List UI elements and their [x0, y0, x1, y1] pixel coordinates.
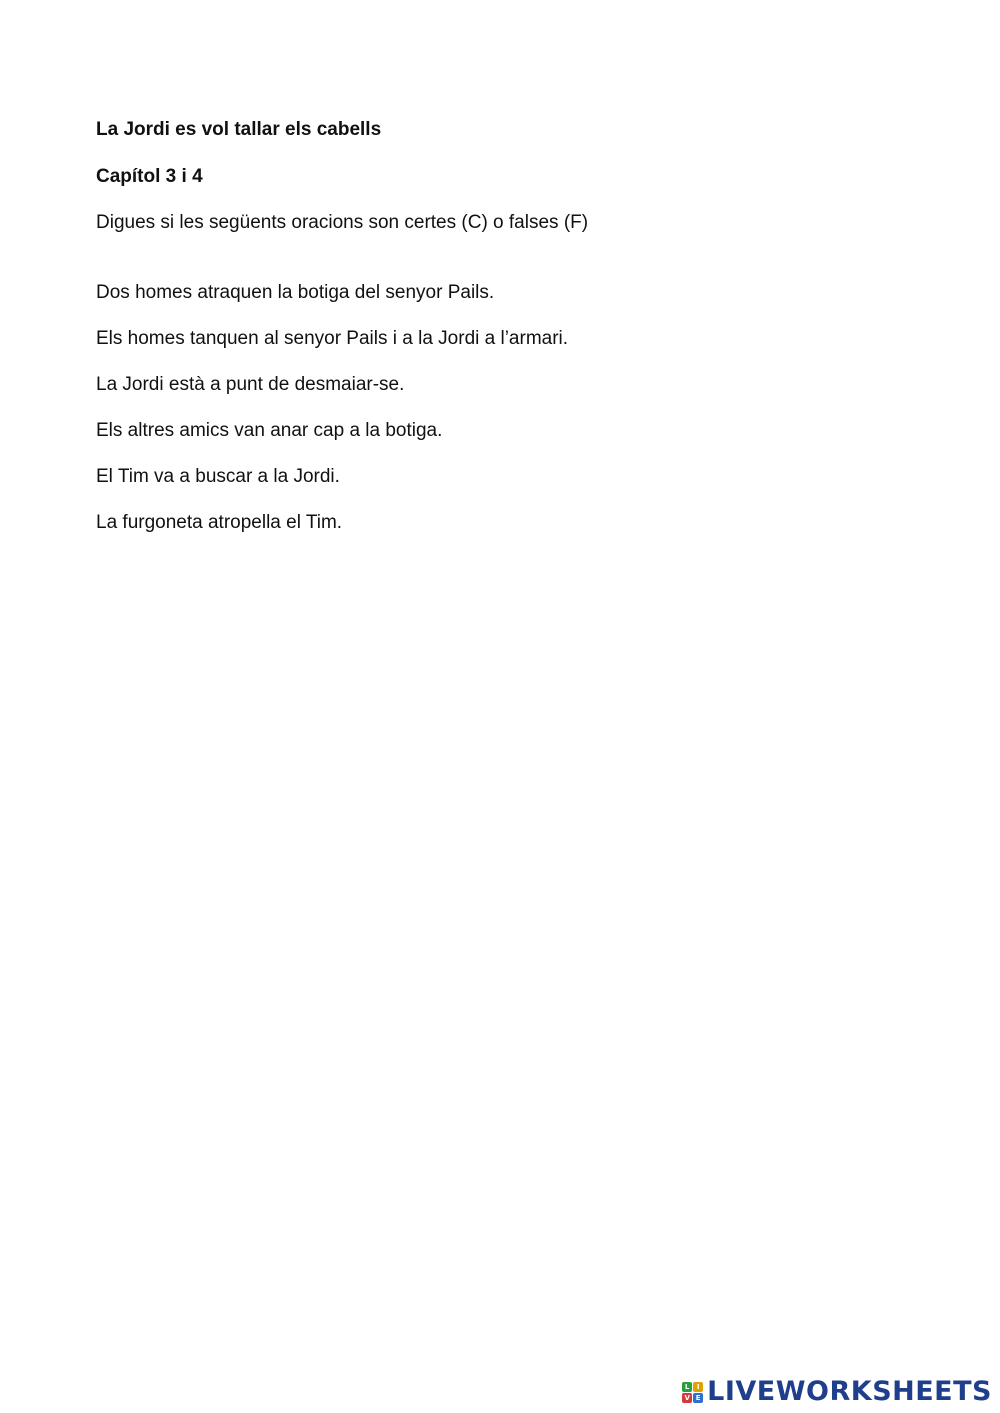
statement-item: El Tim va a buscar a la Jordi.	[96, 466, 340, 487]
statement-item: Dos homes atraquen la botiga del senyor Pails.	[96, 282, 495, 303]
chapter-heading: Capítol 3 i 4	[96, 166, 203, 187]
statement-list	[96, 281, 568, 557]
worksheet-title: La Jordi es vol tallar els cabells	[96, 119, 382, 140]
statement-item: La Jordi està a punt de desmaiar-se.	[96, 374, 405, 395]
statement-item: Els homes tanquen al senyor Pails i a la Jordi a l’armari.	[96, 328, 569, 349]
liveworksheets-logo	[682, 1377, 992, 1407]
instruction-text: Digues si les següents oracions son certes (C) o falses (F)	[96, 212, 589, 233]
liveworksheets-logo-icon: L I V E	[682, 1382, 703, 1403]
brand-name: LIVEWORKSHEETS	[707, 1376, 992, 1407]
statement-item: La furgoneta atropella el Tim.	[96, 512, 343, 533]
statement-item: Els altres amics van anar cap a la botiga.	[96, 420, 443, 441]
